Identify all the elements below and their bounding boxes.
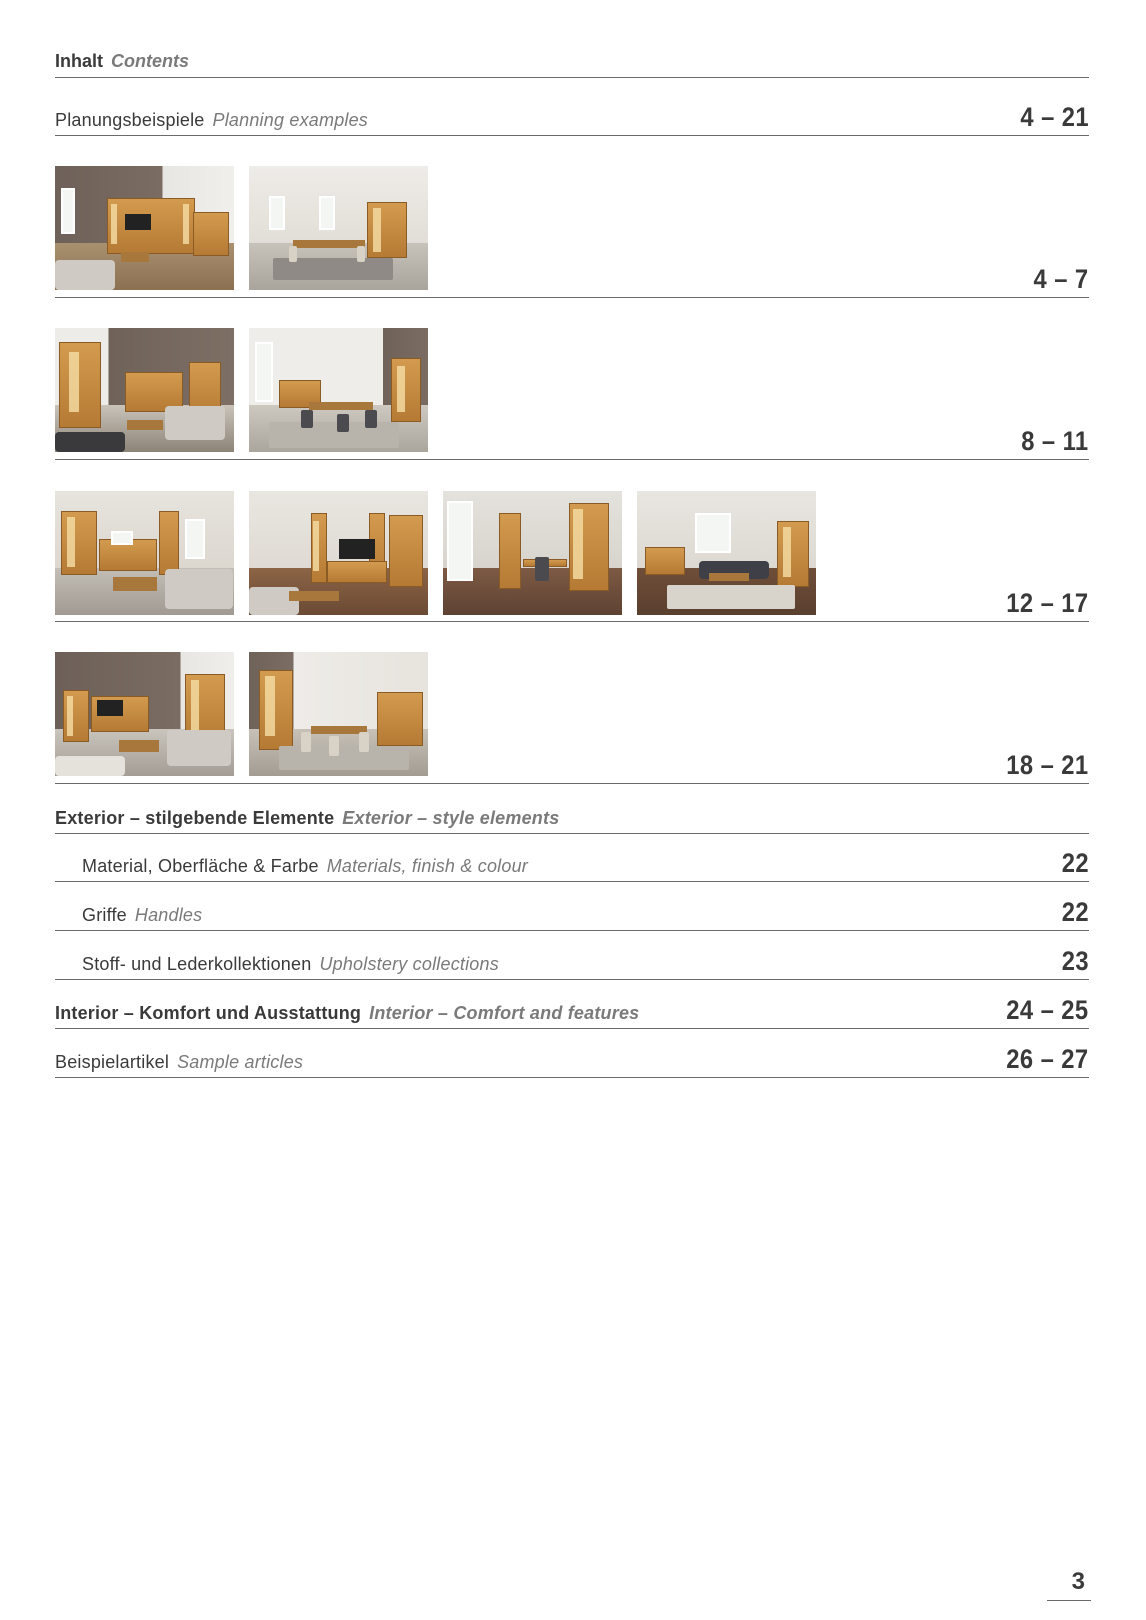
entry-label-de: Stoff- und Lederkollektionen [82,954,312,974]
toc-entry-pages-8-11[interactable] [55,424,1089,460]
entry-label-de: Planungsbeispiele [55,110,205,130]
entry-label-en: Exterior – style elements [342,808,560,828]
toc-entry-pages-12-17[interactable] [55,586,1089,622]
entry-label-de: Material, Oberfläche & Farbe [82,856,319,876]
entry-pages: 22 [1061,848,1089,878]
entry-label-en: Planning examples [212,110,369,130]
entry-label-de: Beispielartikel [55,1052,170,1072]
entry-pages: 4 – 21 [1020,102,1089,132]
header-title-de: Inhalt [55,51,103,71]
page-number [1047,1565,1091,1601]
toc-entry-pages-18-21[interactable] [55,748,1089,784]
entry-pages: 4 – 7 [1033,264,1089,294]
toc-entry-handles[interactable] [55,895,1089,931]
header-title-en: Contents [111,51,189,71]
entry-pages: 26 – 27 [1006,1044,1089,1074]
toc-entry-exterior[interactable] [55,798,1089,834]
entry-label-de: Exterior – stilgebende Elemente [55,808,335,828]
toc-entry-upholstery[interactable] [55,944,1089,980]
toc-entry-interior[interactable] [55,993,1089,1029]
entry-label-en: Interior – Comfort and features [369,1003,640,1023]
contents-header [55,48,1089,78]
toc-entry-materials[interactable] [55,846,1089,882]
entry-pages: 23 [1061,946,1089,976]
entry-label-en: Upholstery collections [319,954,499,974]
entry-pages: 18 – 21 [1006,750,1089,780]
entry-pages: 24 – 25 [1006,995,1089,1025]
entry-label-de: Interior – Komfort und Ausstattung [55,1003,362,1023]
toc-entry-sample-articles[interactable] [55,1042,1089,1078]
entry-label-en: Handles [134,905,203,925]
entry-pages: 12 – 17 [1006,588,1089,618]
entry-label-en: Sample articles [177,1052,304,1072]
entry-label-de: Griffe [82,905,127,925]
entry-pages: 22 [1061,897,1089,927]
toc-entry-pages-4-7[interactable] [55,262,1089,298]
entry-label-en: Materials, finish & colour [326,856,528,876]
entry-pages: 8 – 11 [1021,426,1089,456]
page-number-value: 3 [1071,1568,1085,1595]
toc-entry-planning-examples[interactable] [55,100,1089,136]
